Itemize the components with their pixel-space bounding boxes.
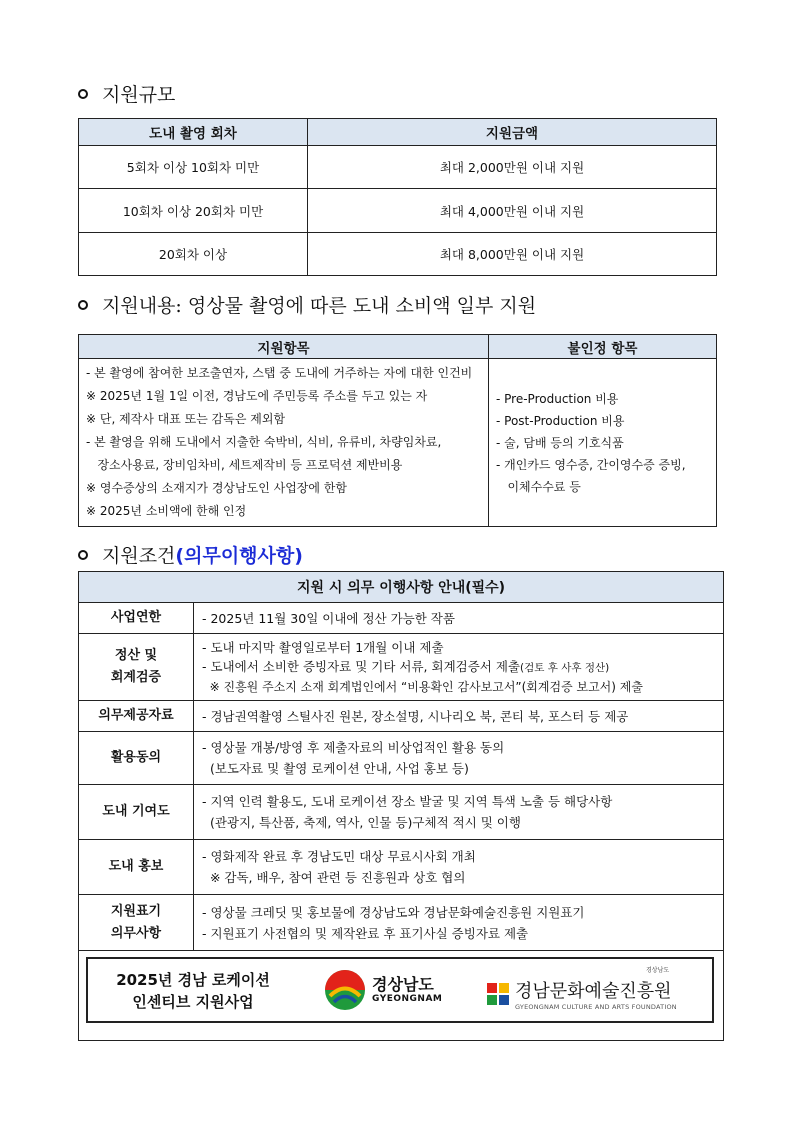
- heading-text: 지원규모: [102, 84, 176, 106]
- table-row: [79, 634, 724, 701]
- label-text: 지원표기: [110, 903, 162, 919]
- cell: 10회차 이상 20회차 미만: [79, 189, 308, 233]
- table-row: [79, 146, 717, 189]
- table-row: [79, 603, 724, 634]
- row-body: [194, 603, 724, 634]
- table-row: [79, 895, 724, 951]
- small-note: (검토 후 사후 정산): [520, 661, 610, 674]
- label-text: 회계검증: [110, 670, 162, 685]
- line: - 2025년 11월 30일 이내에 정산 가능한 작품: [202, 610, 455, 626]
- footer-title-line: 인센티브 지원사업: [132, 993, 254, 1011]
- line: - 영상물 개봉/방영 후 제출자료의 비상업적인 활용 동의: [202, 740, 505, 755]
- circle-bullet-icon: [78, 89, 88, 99]
- row-body: [194, 732, 724, 785]
- row-label: [79, 785, 194, 840]
- circle-bullet-icon: [78, 550, 88, 560]
- foundation-mark-icon: [486, 982, 510, 1006]
- logo-text: 경남문화예술진흥원: [515, 981, 672, 1002]
- table-row: [79, 189, 717, 233]
- support-items-cell: [79, 359, 489, 527]
- line: - 지역 인력 활용도, 도내 로케이션 장소 발굴 및 지역 특색 노출 등 해당사항: [202, 794, 613, 809]
- cell: 최대 4,000만원 이내 지원: [308, 189, 717, 233]
- line: (관광지, 특산품, 축제, 역사, 인물 등)구체적 적시 및 이행: [202, 815, 521, 830]
- line: - 도내에서 소비한 증빙자료 및 기타 서류, 회계검증서 제출: [202, 658, 520, 674]
- row-label: [79, 634, 194, 701]
- circle-bullet-icon: [78, 300, 88, 310]
- line: ※ 진흥원 주소지 소재 회계법인에서 “비용확인 감사보고서”(회계검증 보고서) 제출: [202, 679, 643, 694]
- table-row: [79, 233, 717, 276]
- table-row: [79, 701, 724, 732]
- row-label: [79, 603, 194, 634]
- row-label: [79, 895, 194, 951]
- table-row: [79, 840, 724, 895]
- col-header: 지원항목: [79, 335, 489, 359]
- line: - 경남권역촬영 스틸사진 원본, 장소설명, 시나리오 북, 콘티 북, 포스터 등 제공: [202, 708, 629, 724]
- row-body: [194, 701, 724, 732]
- label-text: 도내 홍보: [108, 859, 164, 874]
- gyeongnam-emblem-icon: [324, 969, 366, 1011]
- col-header: 지원금액: [308, 119, 717, 146]
- col-header: 도내 촬영 회차: [79, 119, 308, 146]
- logo-small-text: 경상남도: [646, 967, 670, 974]
- support-scale-table: [78, 118, 717, 276]
- row-label: [79, 732, 194, 785]
- label-text: 정산 및: [114, 648, 158, 663]
- list-item: - 본 촬영을 위해 도내에서 지출한 숙박비, 식비, 유류비, 차량임차료,: [86, 435, 442, 449]
- list-item: ※ 2025년 소비액에 한해 인정: [86, 504, 247, 518]
- line: - 영화제작 완료 후 경남도민 대상 무료시사회 개최: [202, 849, 476, 864]
- cell: 20회차 이상: [79, 233, 308, 276]
- list-item: - 개인카드 영수증, 간이영수증 증빙,: [496, 457, 686, 472]
- heading-text: 지원내용: 영상물 촬영에 따른 도내 소비액 일부 지원: [102, 295, 537, 317]
- col-header: 불인정 항목: [489, 335, 717, 359]
- section-heading-conditions: [78, 541, 303, 568]
- label-text: 활용동의: [110, 750, 162, 765]
- list-item: ※ 영수증상의 소재지가 경상남도인 사업장에 한함: [86, 481, 347, 495]
- row-label: [79, 840, 194, 895]
- label-text: 도내 기여도: [102, 804, 170, 819]
- row-label: [79, 701, 194, 732]
- list-item: 장소사용료, 장비임차비, 세트제작비 등 프로덕션 제반비용: [86, 458, 403, 472]
- line: - 영상물 크레딧 및 홍보물에 경상남도와 경남문화예술진흥원 지원표기: [202, 904, 585, 920]
- line: ※ 감독, 배우, 참여 관련 등 진흥원과 상호 협의: [202, 870, 466, 885]
- excluded-items-cell: [489, 359, 717, 527]
- row-body: [194, 895, 724, 951]
- list-item: 이체수수료 등: [496, 479, 581, 494]
- logo-subtext: GYEONGNAM: [372, 994, 443, 1004]
- section-heading-scale: [78, 80, 175, 107]
- logo-text: 경상남도: [372, 975, 434, 994]
- line: - 도내 마지막 촬영일로부터 1개월 이내 제출: [202, 639, 444, 655]
- cell: 최대 2,000만원 이내 지원: [308, 146, 717, 189]
- cell: 5회차 이상 10회차 미만: [79, 146, 308, 189]
- arts-foundation-logo: [486, 965, 677, 1011]
- list-item: ※ 2025년 1월 1일 이전, 경남도에 주민등록 주소를 두고 있는 자: [86, 389, 428, 403]
- line: (보도자료 및 촬영 로케이션 안내, 사업 홍보 등): [202, 761, 469, 776]
- section-heading-content: [78, 291, 536, 318]
- footer-banner: [86, 957, 714, 1023]
- list-item: - 본 촬영에 참여한 보조출연자, 스탭 중 도내에 거주하는 자에 대한 인건비: [86, 366, 473, 380]
- gyeongnam-logo: [324, 969, 442, 1011]
- heading-accent: (의무이행사항): [175, 545, 303, 567]
- list-item: - Pre-Production 비용: [496, 391, 619, 406]
- label-text: 의무제공자료: [98, 708, 174, 723]
- label-text: 사업연한: [110, 610, 162, 625]
- row-body: [194, 634, 724, 701]
- table-row: [79, 732, 724, 785]
- footer-title-line: 2025년 경남 로케이션: [116, 971, 270, 989]
- cell: 최대 8,000만원 이내 지원: [308, 233, 717, 276]
- row-body: [194, 840, 724, 895]
- label-text: 의무사항: [110, 925, 162, 941]
- logo-subtext: GYEONGNAM CULTURE AND ARTS FOUNDATION: [515, 1003, 677, 1011]
- list-item: - Post-Production 비용: [496, 413, 625, 428]
- heading-text: 지원조건: [102, 545, 176, 567]
- line: - 지원표기 사전협의 및 제작완료 후 표기사실 증빙자료 제출: [202, 925, 529, 941]
- table-title: 지원 시 의무 이행사항 안내(필수): [79, 572, 724, 603]
- footer-title: [108, 969, 278, 1013]
- list-item: - 술, 담배 등의 기호식품: [496, 435, 624, 450]
- row-body: [194, 785, 724, 840]
- list-item: ※ 단, 제작사 대표 또는 감독은 제외함: [86, 412, 286, 426]
- table-row: [79, 785, 724, 840]
- support-content-table: [78, 334, 717, 527]
